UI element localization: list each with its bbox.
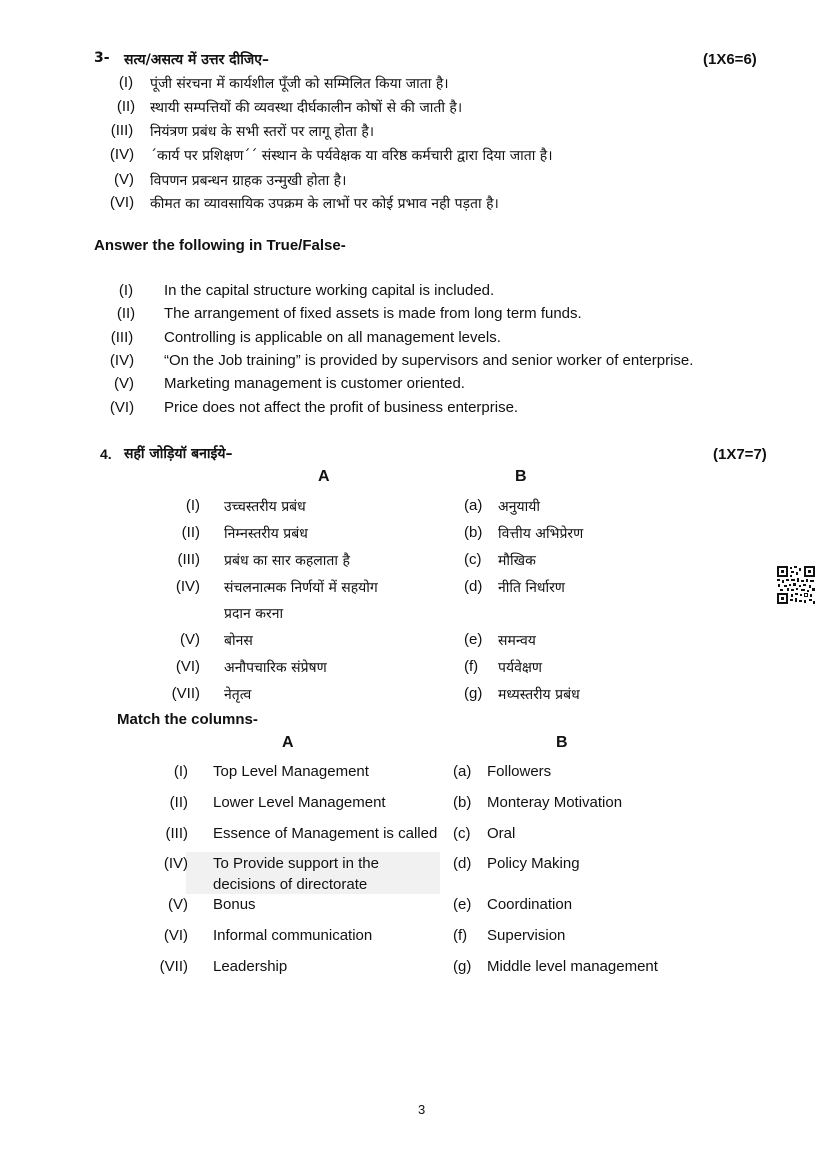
q3-en-item: Price does not affect the profit of business enterprise.: [164, 399, 519, 416]
q3-en-num: (III): [110, 329, 134, 346]
q4-en-num: (II): [169, 794, 188, 811]
q4-hi-col-a: अनौपचारिक संप्रेषण: [224, 660, 327, 676]
q4-hi-letter: (g): [464, 685, 483, 702]
q4-hi-num: (II): [181, 524, 200, 541]
q3-en-item: “On the Job training” is provided by supervisors and senior worker of enterprise.: [164, 352, 694, 369]
q3-hi-item: नियंत्रण प्रबंध के सभी स्तरों पर लागू होता है।: [150, 124, 375, 140]
q4-en-letter: (d): [453, 855, 472, 872]
q4-en-col-a: Top Level Management: [213, 763, 369, 780]
q4-hi-col-a: संचलनात्मक निर्णयों में सहयोग: [224, 580, 378, 596]
q4-en-num: (VII): [159, 958, 188, 975]
q3-hi-item: विपणन प्रबन्धन ग्राहक उन्मुखी होता है।: [150, 173, 347, 189]
q4-hi-col-a-header: A: [318, 468, 330, 485]
q4-number: 4.: [100, 446, 112, 462]
q4-en-col-a: Bonus: [213, 896, 256, 913]
q3-hi-num: (I): [118, 74, 134, 91]
q3-en-item: The arrangement of fixed assets is made from long term funds.: [164, 305, 582, 322]
q4-hi-letter: (e): [464, 631, 483, 648]
q3-number: 3-: [94, 50, 110, 66]
q4-en-letter: (f): [453, 927, 468, 944]
q3-marks: (1X6=6): [703, 51, 757, 68]
q4-en-col-b: Oral: [487, 825, 516, 842]
q3-hi-num: (IV): [109, 146, 135, 163]
q4-hi-col-b: पर्यवेक्षण: [498, 660, 543, 676]
q4-hi-col-b: समन्वय: [498, 633, 536, 649]
q4-en-col-a: To Provide support in the: [213, 855, 379, 872]
q4-en-num: (I): [173, 763, 188, 780]
q4-en-col-a: Leadership: [213, 958, 288, 975]
q4-en-col-b: Policy Making: [487, 855, 580, 872]
q4-en-col-b: Coordination: [487, 896, 573, 913]
q4-hi-letter: (c): [464, 551, 482, 568]
q4-en-col-b: Supervision: [487, 927, 566, 944]
q4-hi-col-b: मौखिक: [498, 553, 536, 569]
q4-hi-col-b-header: B: [515, 468, 527, 485]
q4-marks: (1X7=7): [713, 446, 767, 463]
q3-title-hindi: सत्य/असत्य में उत्तर दीजिए–: [124, 52, 269, 68]
q4-hi-col-a: उच्चस्तरीय प्रबंध: [224, 499, 306, 515]
q4-hi-col-a: नेतृत्व: [224, 687, 252, 703]
q4-en-col-b: Middle level management: [487, 958, 658, 975]
q4-hi-col-b: अनुयायी: [498, 499, 540, 515]
q4-en-num: (VI): [163, 927, 188, 944]
q4-hi-col-a: प्रबंध का सार कहलाता है: [224, 553, 350, 569]
q3-hi-item: ´कार्य पर प्रशिक्षण´´ संस्थान के पर्यवेक्षक या वरिष्ठ कर्मचारी द्वारा दिया जाता है।: [150, 148, 553, 164]
q4-en-num: (V): [168, 896, 188, 913]
q3-en-item: In the capital structure working capital is included.: [164, 282, 495, 299]
q4-en-col-b-header: B: [556, 734, 568, 751]
q3-hi-item: पूंजी संरचना में कार्यशील पूँजी को सम्मिलित किया जाता है।: [150, 76, 449, 92]
q3-hi-num: (III): [110, 122, 134, 139]
q4-hi-num: (I): [185, 497, 200, 514]
q4-hi-col-a: बोनस: [224, 633, 253, 649]
q3-en-num: (IV): [109, 352, 135, 369]
q4-en-col-b: Monteray Motivation: [487, 794, 623, 811]
q3-en-num: (VI): [109, 399, 135, 416]
q4-en-col-b: Followers: [487, 763, 552, 780]
q4-en-letter: (c): [453, 825, 471, 842]
q4-hi-num: (IV): [175, 578, 200, 595]
q4-hi-col-a: निम्नस्तरीय प्रबंध: [224, 526, 308, 542]
q4-title-english: Match the columns-: [117, 711, 258, 728]
q4-en-col-a: Informal communication: [213, 927, 373, 944]
q3-en-item: Controlling is applicable on all management levels.: [164, 329, 501, 346]
q4-hi-letter: (d): [464, 578, 483, 595]
q4-en-col-a: Lower Level Management: [213, 794, 386, 811]
qr-code-icon[interactable]: [776, 565, 816, 605]
q4-en-col-a: Essence of Management is called: [213, 825, 438, 842]
q4-hi-col-b: नीति निर्धारण: [498, 580, 565, 596]
q4-hi-num: (VI): [175, 658, 200, 675]
q4-hi-letter: (a): [464, 497, 483, 514]
q4-hi-col-a-cont: प्रदान करना: [224, 606, 284, 622]
page-number: 3: [418, 1102, 426, 1117]
q3-hi-item: कीमत का व्यावसायिक उपक्रम के लाभों पर कोई प्रभाव नही पड़ता है।: [150, 196, 499, 212]
q4-en-num: (III): [165, 825, 188, 842]
q3-hi-num: (VI): [109, 194, 135, 211]
q4-en-letter: (b): [453, 794, 472, 811]
q3-en-num: (II): [116, 305, 136, 322]
q3-hi-num: (V): [114, 171, 134, 188]
q4-en-col-a-header: A: [282, 734, 294, 751]
q4-hi-num: (VII): [171, 685, 200, 702]
q3-hi-item: स्थायी सम्पत्तियों की व्यवस्था दीर्घकालीन कोषों से की जाती है।: [150, 100, 463, 116]
q3-en-num: (I): [118, 282, 134, 299]
q3-en-num: (V): [114, 375, 134, 392]
q4-hi-letter: (f): [464, 658, 479, 675]
q4-en-letter: (a): [453, 763, 472, 780]
q4-hi-num: (III): [177, 551, 200, 568]
q3-en-item: Marketing management is customer oriented.: [164, 375, 465, 392]
q4-en-letter: (g): [453, 958, 472, 975]
q4-hi-num: (V): [180, 631, 200, 648]
q4-en-col-a-cont: decisions of directorate: [213, 876, 368, 893]
q4-en-num: (IV): [163, 855, 188, 872]
q4-hi-col-b: मध्यस्तरीय प्रबंध: [498, 687, 580, 703]
q4-en-letter: (e): [453, 896, 472, 913]
q4-hi-letter: (b): [464, 524, 483, 541]
q4-hi-col-b: वित्तीय अभिप्रेरण: [498, 526, 584, 542]
q3-title-english: Answer the following in True/False-: [94, 237, 346, 254]
q3-hi-num: (II): [116, 98, 136, 115]
q4-title-hindi: सहीं जोड़ियॉ बनाईये–: [124, 446, 233, 462]
